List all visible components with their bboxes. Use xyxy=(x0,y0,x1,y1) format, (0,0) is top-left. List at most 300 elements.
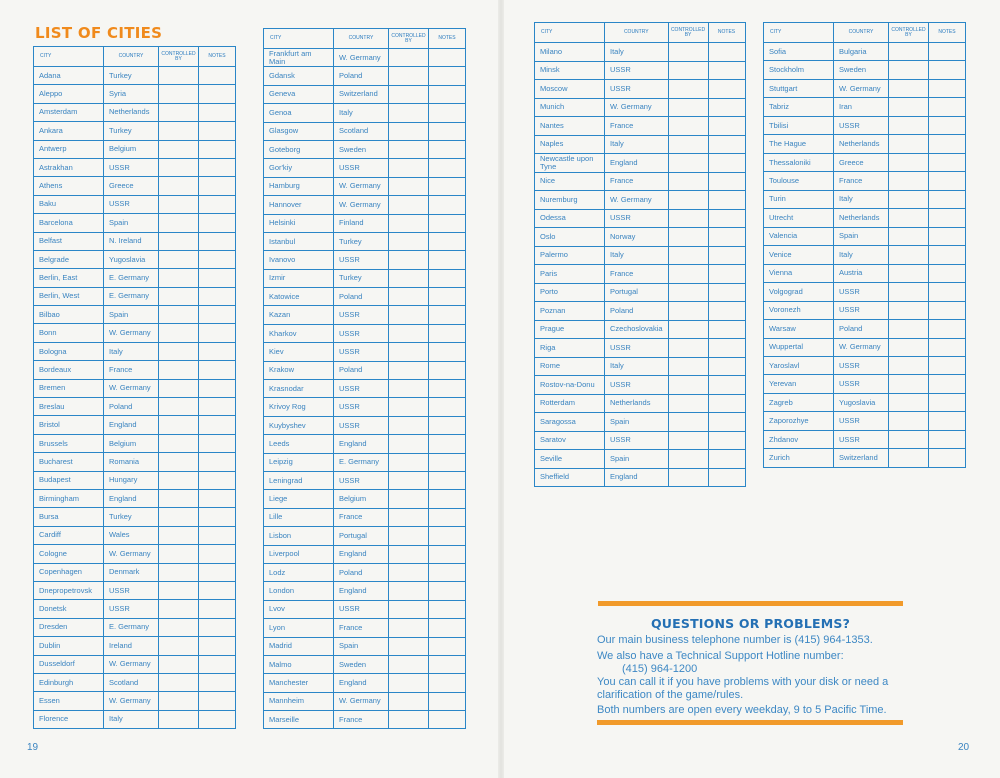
notes-cell xyxy=(708,228,745,247)
notes-cell xyxy=(708,246,745,265)
table-row xyxy=(34,361,236,379)
country-cell: USSR xyxy=(334,251,389,269)
city-cell: Kuybyshev xyxy=(264,416,334,434)
country-cell: Norway xyxy=(605,228,669,247)
table-row xyxy=(264,711,466,729)
table-row xyxy=(34,379,236,397)
country-cell: Czechoslovakia xyxy=(605,320,669,339)
country-cell: France xyxy=(605,265,669,284)
table-row xyxy=(34,581,236,599)
country-cell: Greece xyxy=(834,153,889,171)
country-cell: France xyxy=(834,172,889,190)
table-row xyxy=(764,43,966,61)
controlled-by-cell xyxy=(159,489,199,507)
header-country: COUNTRY xyxy=(834,23,889,43)
country-cell: W. Germany xyxy=(104,379,159,397)
table-row xyxy=(535,80,746,99)
controlled-by-cell xyxy=(389,619,429,637)
table-row xyxy=(34,453,236,471)
table-row xyxy=(34,618,236,636)
country-cell: Hungary xyxy=(104,471,159,489)
city-cell: Aleppo xyxy=(34,85,104,103)
table-row xyxy=(535,339,746,358)
table-row xyxy=(34,140,236,158)
notes-cell xyxy=(199,140,236,158)
table-row xyxy=(264,196,466,214)
notes-cell xyxy=(708,191,745,210)
table-row xyxy=(764,153,966,171)
header-controlled-by: CONTROLLED BY xyxy=(389,29,429,49)
table-row xyxy=(34,342,236,360)
notes-cell xyxy=(199,508,236,526)
city-cell: Yerevan xyxy=(764,375,834,393)
city-cell: London xyxy=(264,582,334,600)
notes-cell xyxy=(199,692,236,710)
country-cell: USSR xyxy=(334,159,389,177)
notes-cell xyxy=(929,338,966,356)
controlled-by-cell xyxy=(159,508,199,526)
city-cell: Brussels xyxy=(34,434,104,452)
notes-cell xyxy=(708,117,745,136)
header-notes: NOTES xyxy=(929,23,966,43)
controlled-by-cell xyxy=(389,563,429,581)
controlled-by-cell xyxy=(889,246,929,264)
header-notes: NOTES xyxy=(199,47,236,67)
notes-cell xyxy=(708,394,745,413)
controlled-by-cell xyxy=(159,122,199,140)
controlled-by-cell xyxy=(159,453,199,471)
country-cell: USSR xyxy=(834,375,889,393)
country-cell: England xyxy=(605,154,669,173)
city-cell: Birmingham xyxy=(34,489,104,507)
country-cell: Netherlands xyxy=(834,135,889,153)
city-cell: Belgrade xyxy=(34,250,104,268)
table-row xyxy=(264,288,466,306)
controlled-by-cell xyxy=(668,209,708,228)
notes-cell xyxy=(199,269,236,287)
country-cell: England xyxy=(334,582,389,600)
notes-cell xyxy=(199,324,236,342)
notes-cell xyxy=(708,431,745,450)
notes-cell xyxy=(429,508,466,526)
city-cell: Munich xyxy=(535,98,605,117)
country-cell: Turkey xyxy=(104,508,159,526)
city-cell: Oslo xyxy=(535,228,605,247)
table-row xyxy=(764,61,966,79)
country-cell: France xyxy=(334,619,389,637)
city-cell: Lille xyxy=(264,508,334,526)
notes-cell xyxy=(708,320,745,339)
notes-cell xyxy=(708,61,745,80)
city-cell: Leipzig xyxy=(264,453,334,471)
controlled-by-cell xyxy=(889,393,929,411)
city-cell: Zurich xyxy=(764,449,834,468)
country-cell: Belgium xyxy=(104,140,159,158)
table-row xyxy=(535,431,746,450)
notes-cell xyxy=(429,159,466,177)
notes-cell xyxy=(708,413,745,432)
city-cell: Rome xyxy=(535,357,605,376)
country-cell: Poland xyxy=(605,302,669,321)
city-cell: Leningrad xyxy=(264,471,334,489)
table-row xyxy=(34,434,236,452)
controlled-by-cell xyxy=(389,269,429,287)
notes-cell xyxy=(199,526,236,544)
header-city: CITY xyxy=(764,23,834,43)
country-cell: W. Germany xyxy=(334,49,389,67)
table-row xyxy=(34,471,236,489)
country-cell: Italy xyxy=(104,342,159,360)
city-cell: Thessaloniki xyxy=(764,153,834,171)
table-row xyxy=(535,450,746,469)
table-row xyxy=(535,468,746,487)
controlled-by-cell xyxy=(159,379,199,397)
table-row xyxy=(34,710,236,728)
table-row xyxy=(264,527,466,545)
city-cell: Bonn xyxy=(34,324,104,342)
country-cell: Italy xyxy=(104,710,159,728)
city-cell: Odessa xyxy=(535,209,605,228)
notes-cell xyxy=(429,380,466,398)
country-cell: Turkey xyxy=(104,67,159,85)
notes-cell xyxy=(199,103,236,121)
table-row xyxy=(264,453,466,471)
table-row xyxy=(34,508,236,526)
header-controlled-by: CONTROLLED BY xyxy=(668,23,708,43)
table-row xyxy=(764,393,966,411)
controlled-by-cell xyxy=(389,122,429,140)
controlled-by-cell xyxy=(889,153,929,171)
city-cell: Gor'kiy xyxy=(264,159,334,177)
country-cell: Portugal xyxy=(605,283,669,302)
country-cell: USSR xyxy=(605,209,669,228)
city-cell: Liverpool xyxy=(264,545,334,563)
city-cell: Hamburg xyxy=(264,177,334,195)
country-cell: W. Germany xyxy=(334,196,389,214)
country-cell: USSR xyxy=(104,600,159,618)
controlled-by-cell xyxy=(389,490,429,508)
country-cell: Spain xyxy=(605,413,669,432)
table-row xyxy=(535,413,746,432)
controlled-by-cell xyxy=(389,527,429,545)
table-row xyxy=(764,116,966,134)
country-cell: Poland xyxy=(334,67,389,85)
controlled-by-cell xyxy=(889,61,929,79)
notes-cell xyxy=(429,306,466,324)
table-row xyxy=(264,122,466,140)
city-cell: Berlin, East xyxy=(34,269,104,287)
controlled-by-cell xyxy=(389,471,429,489)
table-row xyxy=(34,398,236,416)
controlled-by-cell xyxy=(159,471,199,489)
table-row xyxy=(764,301,966,319)
notes-cell xyxy=(199,158,236,176)
controlled-by-cell xyxy=(159,526,199,544)
controlled-by-cell xyxy=(389,85,429,103)
controlled-by-cell xyxy=(889,375,929,393)
country-cell: England xyxy=(334,435,389,453)
table-row xyxy=(535,135,746,154)
table-row xyxy=(764,246,966,264)
country-cell: USSR xyxy=(334,398,389,416)
city-cell: Kazan xyxy=(264,306,334,324)
city-cell: Zhdanov xyxy=(764,430,834,448)
country-cell: Italy xyxy=(605,357,669,376)
table-row xyxy=(34,692,236,710)
table-row xyxy=(264,637,466,655)
country-cell: E. Germany xyxy=(104,618,159,636)
controlled-by-cell xyxy=(889,135,929,153)
country-cell: Romania xyxy=(104,453,159,471)
table-row xyxy=(764,172,966,190)
city-cell: Belfast xyxy=(34,232,104,250)
table-row xyxy=(34,545,236,563)
city-cell: Geneva xyxy=(264,85,334,103)
controlled-by-cell xyxy=(668,228,708,247)
controlled-by-cell xyxy=(159,342,199,360)
country-cell: England xyxy=(334,545,389,563)
city-cell: Poznan xyxy=(535,302,605,321)
notes-cell xyxy=(199,618,236,636)
notes-cell xyxy=(199,379,236,397)
page-gutter xyxy=(498,0,504,778)
controlled-by-cell xyxy=(389,361,429,379)
city-cell: Budapest xyxy=(34,471,104,489)
city-cell: Athens xyxy=(34,177,104,195)
table-row xyxy=(764,430,966,448)
city-cell: Hannover xyxy=(264,196,334,214)
notes-cell xyxy=(199,195,236,213)
city-cell: Kiev xyxy=(264,343,334,361)
controlled-by-cell xyxy=(668,302,708,321)
country-cell: USSR xyxy=(334,343,389,361)
controlled-by-cell xyxy=(668,450,708,469)
table-row xyxy=(535,191,746,210)
table-row xyxy=(764,449,966,468)
country-cell: W. Germany xyxy=(104,545,159,563)
table-row xyxy=(535,357,746,376)
table-row xyxy=(264,563,466,581)
city-cell: Paris xyxy=(535,265,605,284)
controlled-by-cell xyxy=(389,508,429,526)
notes-cell xyxy=(429,692,466,710)
country-cell: USSR xyxy=(104,158,159,176)
controlled-by-cell xyxy=(889,79,929,97)
city-cell: Berlin, West xyxy=(34,287,104,305)
notes-cell xyxy=(929,283,966,301)
notes-cell xyxy=(429,674,466,692)
controlled-by-cell xyxy=(389,49,429,67)
table-row xyxy=(264,619,466,637)
controlled-by-cell xyxy=(159,214,199,232)
city-cell: Ivanovo xyxy=(264,251,334,269)
notes-cell xyxy=(929,375,966,393)
table-row xyxy=(34,637,236,655)
notes-cell xyxy=(199,287,236,305)
city-cell: Saratov xyxy=(535,431,605,450)
country-cell: Spain xyxy=(104,214,159,232)
notes-cell xyxy=(708,468,745,487)
country-cell: Switzerland xyxy=(334,85,389,103)
country-cell: Spain xyxy=(334,637,389,655)
controlled-by-cell xyxy=(389,288,429,306)
country-cell: Syria xyxy=(104,85,159,103)
notes-cell xyxy=(199,581,236,599)
controlled-by-cell xyxy=(159,637,199,655)
notes-cell xyxy=(708,135,745,154)
notes-cell xyxy=(929,227,966,245)
table-row xyxy=(264,398,466,416)
table-row xyxy=(264,600,466,618)
country-cell: Turkey xyxy=(334,232,389,250)
city-cell: Valencia xyxy=(764,227,834,245)
table-row xyxy=(34,673,236,691)
notes-cell xyxy=(199,306,236,324)
country-cell: USSR xyxy=(605,431,669,450)
table-row xyxy=(764,283,966,301)
table-row xyxy=(535,283,746,302)
table-row xyxy=(264,471,466,489)
controlled-by-cell xyxy=(389,416,429,434)
notes-cell xyxy=(929,393,966,411)
city-table-3 xyxy=(534,22,746,487)
notes-cell xyxy=(929,301,966,319)
controlled-by-cell xyxy=(389,251,429,269)
notes-cell xyxy=(929,43,966,61)
city-cell: Turin xyxy=(764,190,834,208)
header-notes: NOTES xyxy=(708,23,745,43)
country-cell: Italy xyxy=(334,104,389,122)
notes-cell xyxy=(429,49,466,67)
city-cell: Minsk xyxy=(535,61,605,80)
city-cell: Stockholm xyxy=(764,61,834,79)
table-row xyxy=(34,214,236,232)
country-cell: W. Germany xyxy=(605,191,669,210)
city-cell: Genoa xyxy=(264,104,334,122)
notes-cell xyxy=(429,251,466,269)
notes-cell xyxy=(429,619,466,637)
city-cell: Edinburgh xyxy=(34,673,104,691)
notes-cell xyxy=(429,196,466,214)
country-cell: Yugoslavia xyxy=(834,393,889,411)
table-row xyxy=(34,122,236,140)
notes-cell xyxy=(929,209,966,227)
city-cell: Vienna xyxy=(764,264,834,282)
country-cell: E. Germany xyxy=(104,287,159,305)
questions-line-5: clarification of the game/rules. xyxy=(597,689,744,701)
questions-line-2: We also have a Technical Support Hotline number: xyxy=(597,650,844,662)
controlled-by-cell xyxy=(389,343,429,361)
controlled-by-cell xyxy=(668,61,708,80)
table-row xyxy=(264,306,466,324)
controlled-by-cell xyxy=(389,692,429,710)
controlled-by-cell xyxy=(159,195,199,213)
controlled-by-cell xyxy=(159,269,199,287)
notes-cell xyxy=(429,490,466,508)
table-row xyxy=(34,250,236,268)
city-cell: Essen xyxy=(34,692,104,710)
country-cell: USSR xyxy=(834,430,889,448)
table-row xyxy=(34,103,236,121)
table-row xyxy=(764,209,966,227)
controlled-by-cell xyxy=(389,380,429,398)
country-cell: USSR xyxy=(104,195,159,213)
notes-cell xyxy=(929,320,966,338)
notes-cell xyxy=(429,67,466,85)
notes-cell xyxy=(708,357,745,376)
table-row xyxy=(264,324,466,342)
table-row xyxy=(34,269,236,287)
city-cell: Zagreb xyxy=(764,393,834,411)
controlled-by-cell xyxy=(889,264,929,282)
controlled-by-cell xyxy=(159,655,199,673)
city-cell: Liege xyxy=(264,490,334,508)
city-cell: Palermo xyxy=(535,246,605,265)
notes-cell xyxy=(199,673,236,691)
notes-cell xyxy=(199,545,236,563)
city-cell: Krakow xyxy=(264,361,334,379)
controlled-by-cell xyxy=(668,394,708,413)
city-cell: Katowice xyxy=(264,288,334,306)
controlled-by-cell xyxy=(389,398,429,416)
controlled-by-cell xyxy=(159,361,199,379)
controlled-by-cell xyxy=(889,412,929,430)
table-row xyxy=(264,67,466,85)
notes-cell xyxy=(199,361,236,379)
table-row xyxy=(764,375,966,393)
country-cell: Spain xyxy=(834,227,889,245)
city-cell: Seville xyxy=(535,450,605,469)
table-row xyxy=(34,526,236,544)
controlled-by-cell xyxy=(159,692,199,710)
country-cell: Poland xyxy=(334,563,389,581)
notes-cell xyxy=(429,582,466,600)
controlled-by-cell xyxy=(889,116,929,134)
city-cell: Sofia xyxy=(764,43,834,61)
notes-cell xyxy=(429,416,466,434)
city-cell: Bremen xyxy=(34,379,104,397)
city-cell: Dresden xyxy=(34,618,104,636)
header-controlled-by: CONTROLLED BY xyxy=(889,23,929,43)
controlled-by-cell xyxy=(159,287,199,305)
controlled-by-cell xyxy=(889,449,929,468)
city-cell: Frankfurt am Main xyxy=(264,49,334,67)
city-cell: Florence xyxy=(34,710,104,728)
controlled-by-cell xyxy=(159,140,199,158)
table-row xyxy=(264,380,466,398)
controlled-by-cell xyxy=(389,324,429,342)
country-cell: Denmark xyxy=(104,563,159,581)
country-cell: Austria xyxy=(834,264,889,282)
controlled-by-cell xyxy=(159,545,199,563)
notes-cell xyxy=(929,246,966,264)
table-row xyxy=(764,98,966,116)
controlled-by-cell xyxy=(389,453,429,471)
controlled-by-cell xyxy=(668,468,708,487)
notes-cell xyxy=(429,471,466,489)
table-row xyxy=(764,320,966,338)
controlled-by-cell xyxy=(389,711,429,729)
country-cell: W. Germany xyxy=(104,324,159,342)
city-cell: Dnepropetrovsk xyxy=(34,581,104,599)
notes-cell xyxy=(199,600,236,618)
table-row xyxy=(764,190,966,208)
table-row xyxy=(34,416,236,434)
table-row xyxy=(264,214,466,232)
table-row xyxy=(34,324,236,342)
table-row xyxy=(264,251,466,269)
city-cell: Moscow xyxy=(535,80,605,99)
